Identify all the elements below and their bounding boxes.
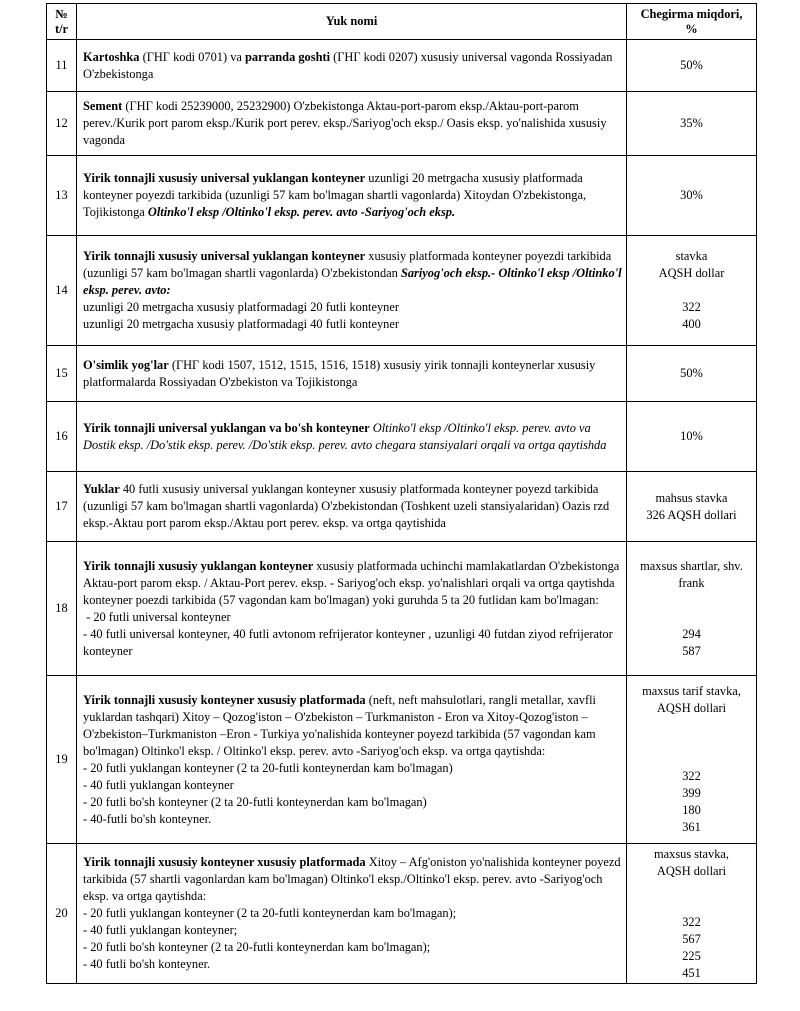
discount-value: AQSH dollar bbox=[658, 266, 725, 280]
cargo-description bbox=[77, 40, 627, 92]
table-body bbox=[47, 40, 757, 984]
cargo-description bbox=[77, 844, 627, 984]
cargo-description bbox=[77, 92, 627, 156]
discount-value: 361 bbox=[682, 820, 701, 834]
discount-spacer bbox=[630, 751, 753, 768]
table-row bbox=[47, 676, 757, 844]
table-row bbox=[47, 346, 757, 402]
row-number: 17 bbox=[47, 472, 77, 542]
discount-value: 50% bbox=[680, 58, 703, 72]
discount-value: 294 bbox=[682, 626, 701, 641]
discount-value: stavka bbox=[675, 249, 708, 263]
cargo-description bbox=[77, 676, 627, 844]
cargo-description bbox=[77, 402, 627, 472]
discount-value: maxsus stavka, bbox=[653, 846, 730, 861]
discount-spacer bbox=[630, 717, 753, 734]
discount-spacer bbox=[630, 609, 753, 626]
discount-spacer bbox=[630, 734, 753, 751]
row-number: 14 bbox=[47, 236, 77, 346]
discount-spacer bbox=[630, 880, 753, 897]
row-number: 13 bbox=[47, 156, 77, 236]
discount-value: 10% bbox=[680, 429, 703, 443]
cargo-description-text: Yirik tonnajli xususiy universal yuklangan konteyner uzunligi 20 metrgacha xususiy platformada konteyner poyezdi tarkibida (uzunligi 57 kam bo'lmagan shartli vagonlarda) Xitoydan O'zbekistonga, Tojikistonga Oltinko'l eksp /Oltinko'l eksp. perev. avto -Sariyog'och eksp. bbox=[83, 171, 587, 219]
discount-value: 451 bbox=[682, 965, 701, 980]
cargo-description-text: Yuklar 40 futli xususiy universal yuklangan konteyner xususiy platformada konteyner poyezd tarkibida (uzunligi 57 kam bo'lmagan shartli vagonlarda) O'zbekistondan (Toshkent uzeli stansiyalaridan) Oazis rzd eksp.-Aktau port parom eksp./Aktau port perev. eksp. va ortga qaytishida bbox=[83, 482, 610, 530]
discount-cell bbox=[627, 676, 757, 844]
cargo-description-text: Yirik tonnajli xususiy konteyner xususiy platformada (neft, neft mahsulotlari, rangli metallar, xavfli yuklardan tashqari) Xitoy – Qozog'iston – O'zbekiston – Turkmaniston - Eron va Xitoy-Qozog'iston –O'zbekiston–Turkmaniston –Eron - Turkiya yo'nalishida konteyner poyezd tarkibida (57 vagondan kam bo'lmagan) Oltinko'l eksp. / Oltinko'l eksp. perev. avto -Sariyog'och eksp. va ortga qaytishda: - 20 futli yuklangan konteyner (2 ta 20-futli konteynerdan kam bo'lmagan) - 40 futli yuklangan konteyner - 20 futli bo'sh konteyner (2 ta 20-futli konteynerdan kam bo'lmagan) - 40-futli bo'sh konteyner. bbox=[83, 692, 596, 826]
cargo-description bbox=[77, 236, 627, 346]
cargo-description bbox=[77, 542, 627, 676]
header-number: № t/r bbox=[47, 4, 77, 40]
cargo-description-text: Yirik tonnajli xususiy konteyner xususiy platformada Xitoy – Afg'oniston yo'nalishida konteyner poyezd tarkibida (57 shartli vagonlardan kam bo'lmagan) Oltinko'l eksp./Oltinko'l eksp. perev. avto -Sariyog'och eksp. va ortga qaytishda: - 20 futli yuklangan konteyner (2 ta 20-futli konteynerdan kam bo'lmagan); - 40 futli yuklangan konteyner; - 20 futli bo'sh konteyner (2 ta 20-futli konteynerdan kam bo'lmagan); - 40 futli bo'sh konteyner. bbox=[83, 855, 621, 971]
discount-value: 322 bbox=[682, 300, 701, 314]
discount-value: 322 bbox=[682, 769, 701, 783]
discount-value: maxsus shartlar, shv. bbox=[640, 558, 743, 573]
discount-spacer bbox=[630, 282, 753, 299]
row-number: 18 bbox=[47, 542, 77, 676]
discount-value: 400 bbox=[682, 317, 701, 331]
discount-cell bbox=[627, 402, 757, 472]
table-row bbox=[47, 542, 757, 676]
discount-value: 35% bbox=[680, 116, 703, 130]
cargo-description-text: Sement (ГНГ kodi 25239000, 25232900) O'zbekistonga Aktau-port-parom eksp./Aktau-port-parom perev./Kurik port parom eksp./Kurik port perev. eksp./Sariyog'och eksp./ Oasis eksp. yo'nalishida xususiy vagonda bbox=[83, 99, 607, 147]
discount-value: 399 bbox=[682, 786, 701, 800]
discount-spacer bbox=[630, 592, 753, 609]
discount-value: frank bbox=[678, 575, 705, 590]
row-number: 12 bbox=[47, 92, 77, 156]
discount-value: AQSH dollari bbox=[656, 701, 727, 715]
cargo-description bbox=[77, 472, 627, 542]
discount-spacer bbox=[630, 897, 753, 914]
discount-value: 326 AQSH dollari bbox=[646, 507, 737, 522]
table-row bbox=[47, 472, 757, 542]
row-number: 20 bbox=[47, 844, 77, 984]
header-cargo-name: Yuk nomi bbox=[77, 4, 627, 40]
discount-cell bbox=[627, 844, 757, 984]
discount-cell bbox=[627, 40, 757, 92]
cargo-description-text: O'simlik yog'lar (ГНГ kodi 1507, 1512, 1515, 1516, 1518) xususiy yirik tonnajli konteynerlar xususiy platformalarda Rossiyadan O'zbekiston va Tojikistonga bbox=[83, 357, 596, 389]
discount-cell bbox=[627, 236, 757, 346]
discount-value: maxsus tarif stavka, bbox=[642, 684, 741, 698]
cargo-description-text: Yirik tonnajli xususiy yuklangan konteyner xususiy platformada uchinchi mamlakatlardan O'zbekistonga Aktau-port parom eksp. / Aktau-Port perev. eksp. - Sariyog'och eksp. yo'nalishlari orqali va ortga qaytishda konteyner poezdi tarkibida (57 vagondan kam bo'lmagan) yoki guruhda 5 ta 20 futlidan kam bo'lmagan: - 20 futli universal konteyner - 40 futli universal konteyner, 40 futli avtonom refrijerator konteyner , uzunligi 40 futdan ziyod refrijerator konteyner bbox=[83, 558, 620, 658]
discount-cell bbox=[627, 156, 757, 236]
table-row bbox=[47, 92, 757, 156]
table-row bbox=[47, 236, 757, 346]
discount-value: 322 bbox=[682, 914, 701, 929]
cargo-description-text: Yirik tonnajli universal yuklangan va bo'sh konteyner Oltinko'l eksp /Oltinko'l eksp. perev. avto va Dostik eksp. /Do'stik eksp. perev. /Do'stik eksp. perev. avto chegara stansiyalari orqali va ortga qaytishda bbox=[83, 420, 607, 452]
row-number: 15 bbox=[47, 346, 77, 402]
discount-value: 180 bbox=[682, 803, 701, 817]
table-row bbox=[47, 40, 757, 92]
table-row bbox=[47, 844, 757, 984]
discount-cell bbox=[627, 542, 757, 676]
discount-table bbox=[46, 3, 757, 984]
discount-cell bbox=[627, 92, 757, 156]
discount-cell bbox=[627, 472, 757, 542]
row-number: 19 bbox=[47, 676, 77, 844]
table-row bbox=[47, 156, 757, 236]
table-header-row bbox=[47, 4, 757, 40]
row-number: 16 bbox=[47, 402, 77, 472]
table-row bbox=[47, 402, 757, 472]
cargo-description-text: Kartoshka (ГНГ kodi 0701) va parranda goshti (ГНГ kodi 0207) xususiy universal vagonda Rossiyadan O'zbekistonga bbox=[83, 49, 613, 81]
discount-cell bbox=[627, 346, 757, 402]
discount-value: AQSH dollari bbox=[656, 863, 727, 878]
cargo-description-text: Yirik tonnajli xususiy universal yuklangan konteyner xususiy platformada konteyner poyezdi tarkibida (uzunligi 57 kam bo'lmagan shartli vagonlarda) O'zbekistondan Sariyog'och eksp.- Oltinko'l eksp /Oltinko'l eksp. perev. avto: uzunligi 20 metrgacha xususiy platformadagi 20 futli konteyner uzunligi 20 metrgacha xususiy platformadagi 40 futli konteyner bbox=[83, 249, 622, 331]
discount-value: 30% bbox=[680, 188, 703, 202]
discount-value: 225 bbox=[682, 948, 701, 963]
discount-value: 567 bbox=[682, 931, 701, 946]
cargo-description bbox=[77, 346, 627, 402]
discount-value: 587 bbox=[682, 643, 701, 658]
row-number: 11 bbox=[47, 40, 77, 92]
discount-value: mahsus stavka bbox=[655, 490, 728, 505]
header-discount: Chegirma miqdori, % bbox=[627, 4, 757, 40]
discount-value: 50% bbox=[680, 366, 703, 380]
cargo-description bbox=[77, 156, 627, 236]
